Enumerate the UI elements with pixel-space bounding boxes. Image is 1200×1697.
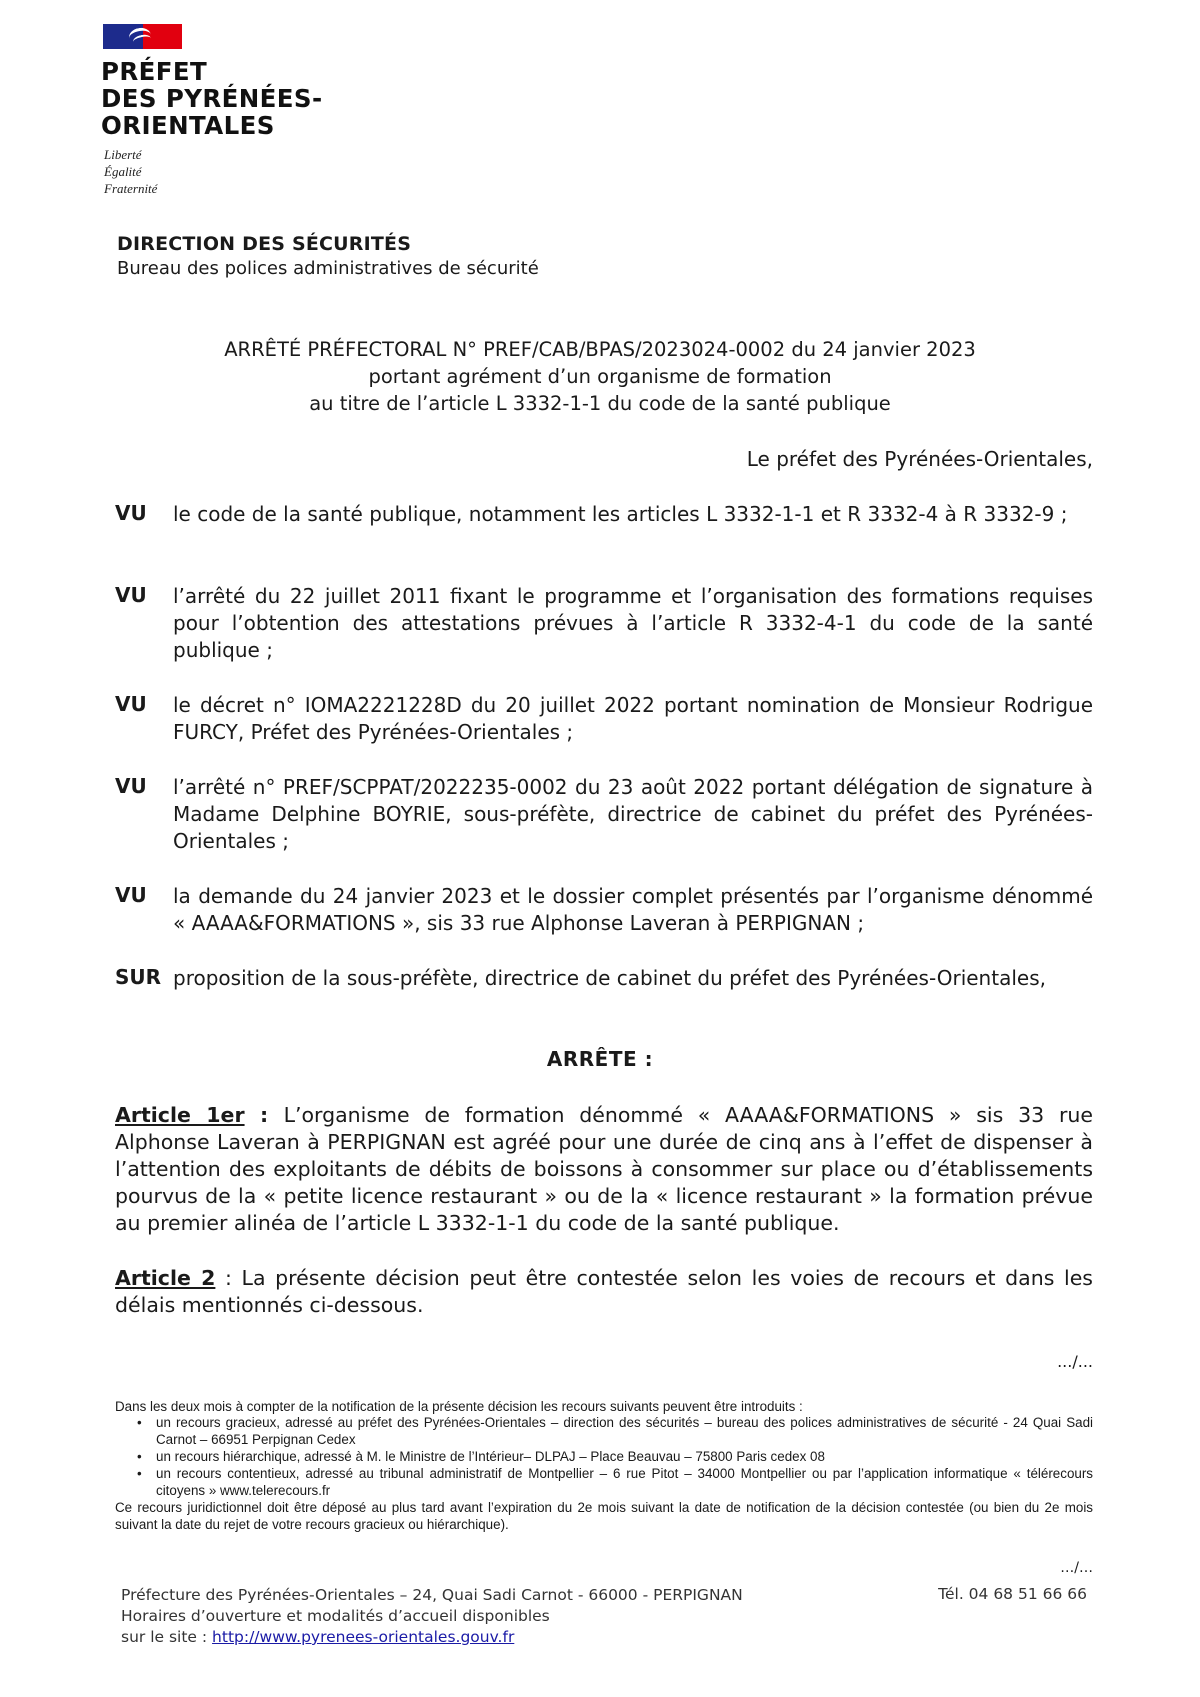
direction-title: DIRECTION DES SÉCURITÉS bbox=[117, 233, 412, 255]
continuation-mark: .../... bbox=[1057, 1352, 1093, 1371]
article-label: Article 1er bbox=[115, 1103, 245, 1127]
considerant-text: la demande du 24 janvier 2023 et le dossier complet présentés par l’organisme dénommé « AAAA&FORMATIONS », sis 33 rue Alphonse Laveran à PERPIGNAN ; bbox=[173, 884, 1093, 935]
bullet-icon: • bbox=[137, 1415, 142, 1430]
motto-line: Liberté bbox=[104, 147, 142, 162]
list-item bbox=[125, 1465, 1093, 1499]
recours-item-text: un recours hiérarchique, adressé à M. le Ministre de l’Intérieur– DLPAJ – Place Beauvau – 75800 Paris cedex 08 bbox=[156, 1449, 825, 1464]
considerant-text: proposition de la sous-préfète, directrice de cabinet du préfet des Pyrénées-Orientales, bbox=[173, 966, 1046, 990]
bullet-icon: • bbox=[137, 1466, 142, 1481]
footer-contact bbox=[121, 1585, 743, 1648]
recours-list bbox=[125, 1414, 1093, 1499]
recours-footnote: Ce recours juridictionnel doit être déposé au plus tard avant l’expiration du 2e mois suivant la date de notification de la décision contestée (ou bien du 2e mois suivant la date du rejet de votre recours gracieux ou hiérarchique). bbox=[115, 1500, 1093, 1532]
arrete-title-line3: au titre de l’article L 3332-1-1 du code de la santé publique bbox=[309, 392, 891, 415]
article-1 bbox=[115, 1102, 1093, 1237]
arrete-title-line1: ARRÊTÉ PRÉFECTORAL N° PREF/CAB/BPAS/2023024-0002 du 24 janvier 2023 bbox=[224, 338, 976, 361]
considerant-label: VU bbox=[115, 883, 147, 907]
prefet-intro: Le préfet des Pyrénées-Orientales, bbox=[746, 447, 1093, 471]
footer-site-prefix: sur le site : bbox=[121, 1628, 213, 1646]
considerant-label: VU bbox=[115, 692, 147, 716]
article-separator: : bbox=[215, 1266, 242, 1290]
bureau-subtitle: Bureau des polices administratives de sécurité bbox=[117, 258, 539, 279]
article-body: L’organisme de formation dénommé « AAAA&FORMATIONS » sis 33 rue Alphonse Laveran à PERPIGNAN est agréé pour une durée de cinq ans à l’effet de dispenser à l’attention des exploitants de débits de boissons à consommer sur place ou d’établissements pourvus de la « petite licence restaurant » ou de la « licence restaurant » la formation prévue au premier alinéa de l’article L 3332-1-1 du code de la santé publique. bbox=[115, 1103, 1093, 1235]
bullet-icon: • bbox=[137, 1449, 142, 1464]
footer-site-line bbox=[121, 1627, 743, 1648]
article-body: La présente décision peut être contestée selon les voies de recours et dans les délais mentionnés ci-dessous. bbox=[115, 1266, 1093, 1317]
list-item bbox=[125, 1448, 1093, 1465]
article-separator: : bbox=[244, 1103, 284, 1127]
considerant-text: le code de la santé publique, notamment les articles L 3332-1-1 et R 3332-4 à R 3332-9 ; bbox=[173, 502, 1068, 526]
footer-address: Préfecture des Pyrénées-Orientales – 24, Quai Sadi Carnot - 66000 - PERPIGNAN bbox=[121, 1586, 743, 1604]
motto-line: Fraternité bbox=[104, 181, 158, 196]
article-2 bbox=[115, 1265, 1093, 1319]
recours-intro: Dans les deux mois à compter de la notification de la présente décision les recours suivants peuvent être introduits : bbox=[115, 1399, 803, 1414]
considerant-label: VU bbox=[115, 774, 147, 798]
logo-line: ORIENTALES bbox=[101, 111, 275, 140]
continuation-mark-bottom: …/… bbox=[1060, 1560, 1093, 1576]
prefecture-logo-title bbox=[101, 58, 323, 139]
logo-line: DES PYRÉNÉES- bbox=[101, 84, 323, 113]
considerant-label: VU bbox=[115, 501, 147, 525]
arrete-heading: ARRÊTE : bbox=[546, 1047, 654, 1071]
motto-line: Égalité bbox=[104, 164, 142, 179]
footer-telephone: Tél. 04 68 51 66 66 bbox=[938, 1585, 1087, 1603]
considerant-text: l’arrêté du 22 juillet 2011 fixant le programme et l’organisation des formations requises pour l’obtention des attestations prévues à l’article R 3332-4-1 du code de la santé publique ; bbox=[173, 584, 1093, 662]
footer-hours: Horaires d’ouverture et modalités d’accueil disponibles bbox=[121, 1607, 550, 1625]
recours-item-text: un recours gracieux, adressé au préfet des Pyrénées-Orientales – direction des sécurités – bureau des polices administratives de sécurité - 24 Quai Sadi Carnot – 66951 Perpignan Cedex bbox=[156, 1415, 1093, 1447]
considerant-text: le décret n° IOMA2221228D du 20 juillet 2022 portant nomination de Monsieur Rodrigue FURCY, Préfet des Pyrénées-Orientales ; bbox=[173, 693, 1093, 744]
marianne-flag-icon bbox=[103, 24, 182, 49]
article-label: Article 2 bbox=[115, 1266, 216, 1290]
arrete-title-line2: portant agrément d’un organisme de formation bbox=[368, 365, 832, 388]
recours-item-text: un recours contentieux, adressé au tribunal administratif de Montpellier – 6 rue Pitot – 34000 Montpellier ou par l’application informatique « télérecours citoyens » www.telerecours.fr bbox=[156, 1466, 1093, 1498]
considerant-text: l’arrêté n° PREF/SCPPAT/2022235-0002 du 23 août 2022 portant délégation de signature à Madame Delphine BOYRIE, sous-préfète, directrice de cabinet du préfet des Pyrénées-Orientales ; bbox=[173, 775, 1093, 853]
list-item bbox=[125, 1414, 1093, 1448]
considerant-label: VU bbox=[115, 583, 147, 607]
logo-line: PRÉFET bbox=[101, 57, 208, 86]
republic-motto bbox=[104, 146, 157, 197]
considerant-label: SUR bbox=[115, 965, 162, 989]
prefecture-website-link[interactable]: http://www.pyrenees-orientales.gouv.fr bbox=[212, 1628, 515, 1646]
